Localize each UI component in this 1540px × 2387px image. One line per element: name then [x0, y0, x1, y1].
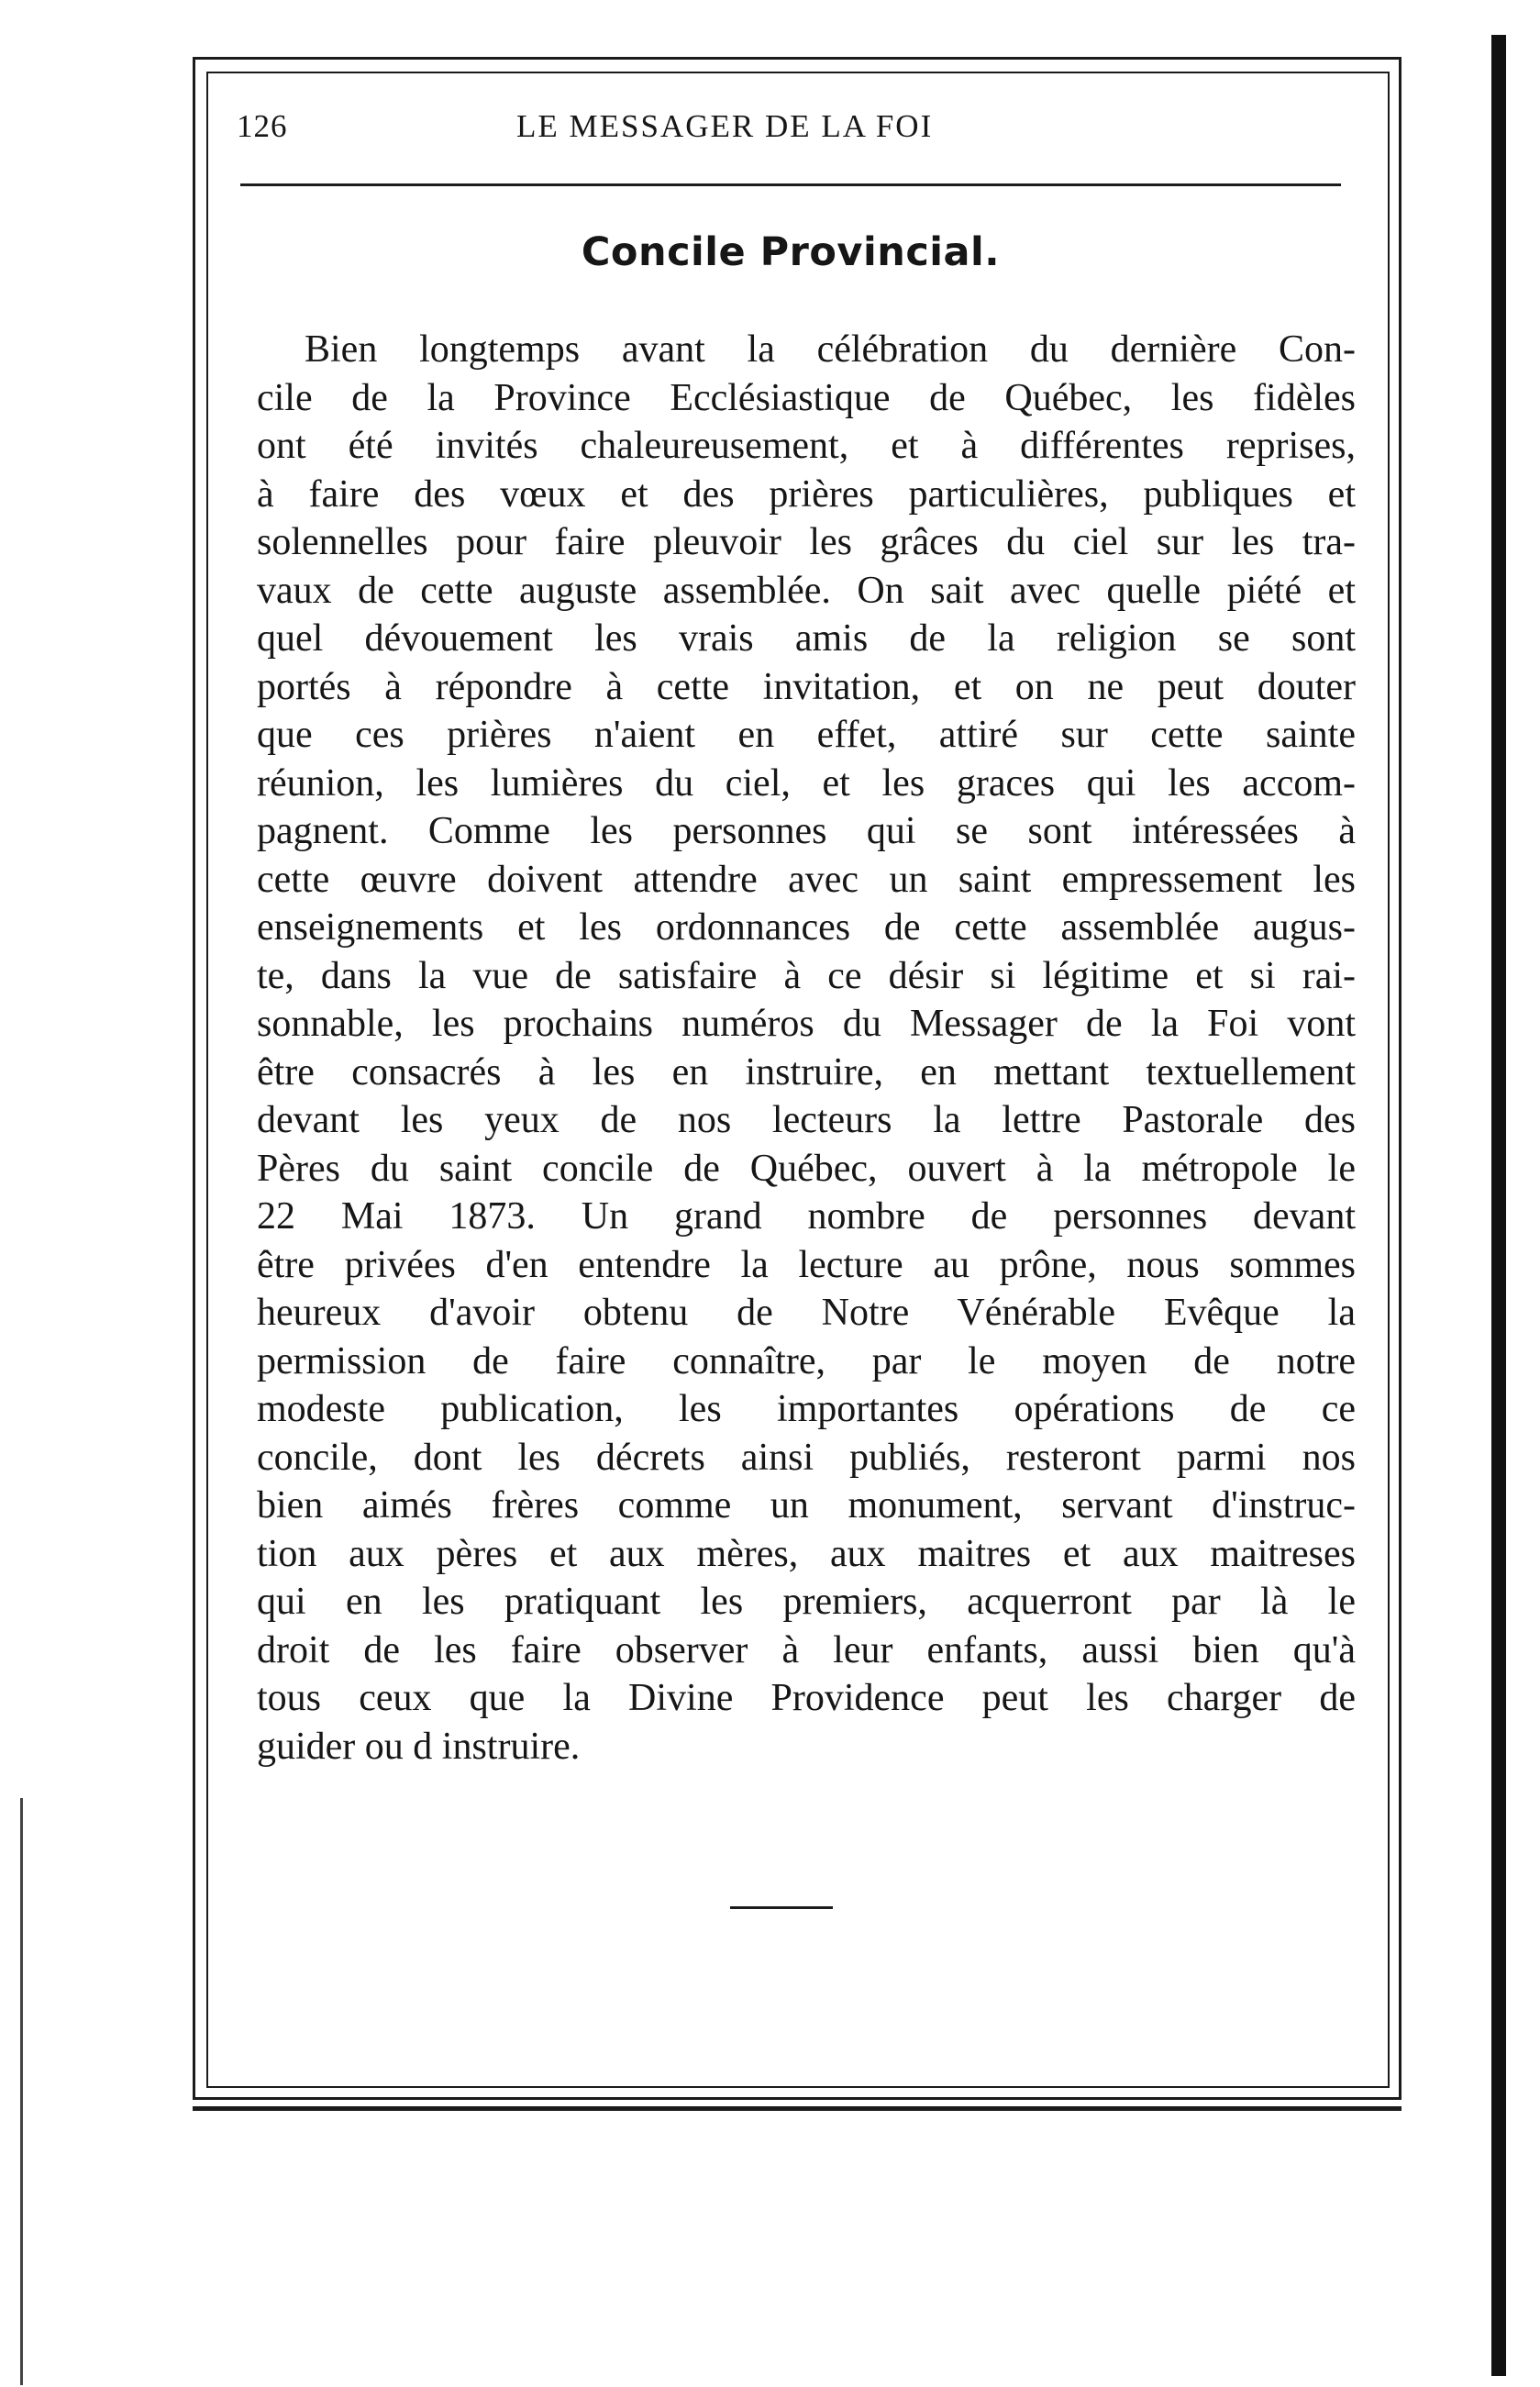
scan-edge-right: [1491, 35, 1506, 2376]
body-line: Bien longtemps avant la célébration du dernière Con-: [305, 328, 1356, 371]
body-line: tion aux pères et aux mères, aux maitres et aux maitreses: [257, 1532, 1356, 1575]
end-divider: [730, 1906, 833, 1909]
body-line: droit de les faire observer à leur enfants, aussi bien qu'à: [257, 1628, 1356, 1671]
body-line: être consacrés à les en instruire, en mettant textuellement: [257, 1050, 1356, 1094]
body-line: cile de la Province Ecclésiastique de Québec, les fidèles: [257, 376, 1356, 419]
body-line: enseignements et les ordonnances de cette assemblée augus-: [257, 906, 1356, 949]
running-title: LE MESSAGER DE LA FOI: [516, 108, 934, 144]
body-line: permission de faire connaître, par le moyen de notre: [257, 1339, 1356, 1382]
scan-edge-left: [20, 1798, 23, 2385]
body-line: qui en les pratiquant les premiers, acquerront par là le: [257, 1581, 1356, 1623]
body-line: tous ceux que la Divine Providence peut les charger de: [257, 1677, 1356, 1719]
page-number: 126: [237, 108, 288, 144]
body-line: à faire des vœux et des prières particulières, publiques et: [257, 472, 1356, 516]
body-line: pagnent. Comme les personnes qui se sont intéressées à: [257, 810, 1356, 852]
body-line: devant les yeux de nos lecteurs la lettre Pastorale des: [257, 1099, 1356, 1141]
article-title: Concile Provincial.: [581, 229, 1001, 275]
body-line: concile, dont les décrets ainsi publiés, resteront parmi nos: [257, 1436, 1356, 1479]
body-line: heureux d'avoir obtenu de Notre Vénérable Evêque la: [257, 1292, 1356, 1334]
body-line: guider ou d instruire.: [257, 1725, 581, 1768]
body-line: solennelles pour faire pleuvoir les grâces du ciel sur les tra-: [257, 521, 1356, 563]
body-line: sonnable, les prochains numéros du Messager de la Foi vont: [257, 1003, 1356, 1045]
body-line: 22 Mai 1873. Un grand nombre de personnes devant: [257, 1195, 1356, 1238]
body-line: bien aimés frères comme un monument, servant d'instruc-: [257, 1484, 1356, 1527]
article-body: [257, 326, 1356, 1771]
header-divider: [240, 183, 1341, 186]
body-line: te, dans la vue de satisfaire à ce désir si légitime et si rai-: [257, 954, 1356, 997]
body-line: vaux de cette auguste assemblée. On sait avec quelle piété et: [257, 569, 1356, 612]
body-line: modeste publication, les importantes opérations de ce: [257, 1388, 1356, 1430]
page-frame-bottom-rule: [193, 2106, 1402, 2111]
body-line: que ces prières n'aient en effet, attiré sur cette sainte: [257, 714, 1356, 756]
body-line: portés à répondre à cette invitation, et on ne peut douter: [257, 665, 1356, 708]
body-line: être privées d'en entendre la lecture au prône, nous sommes: [257, 1243, 1356, 1286]
body-line: Pères du saint concile de Québec, ouvert à la métropole le: [257, 1147, 1356, 1190]
body-line: réunion, les lumières du ciel, et les graces qui les accom-: [257, 761, 1356, 805]
running-header: [237, 108, 1345, 154]
body-line: quel dévouement les vrais amis de la religion se sont: [257, 617, 1356, 660]
body-line: ont été invités chaleureusement, et à différentes reprises,: [257, 425, 1356, 467]
body-line: cette œuvre doivent attendre avec un saint empressement les: [257, 858, 1356, 901]
